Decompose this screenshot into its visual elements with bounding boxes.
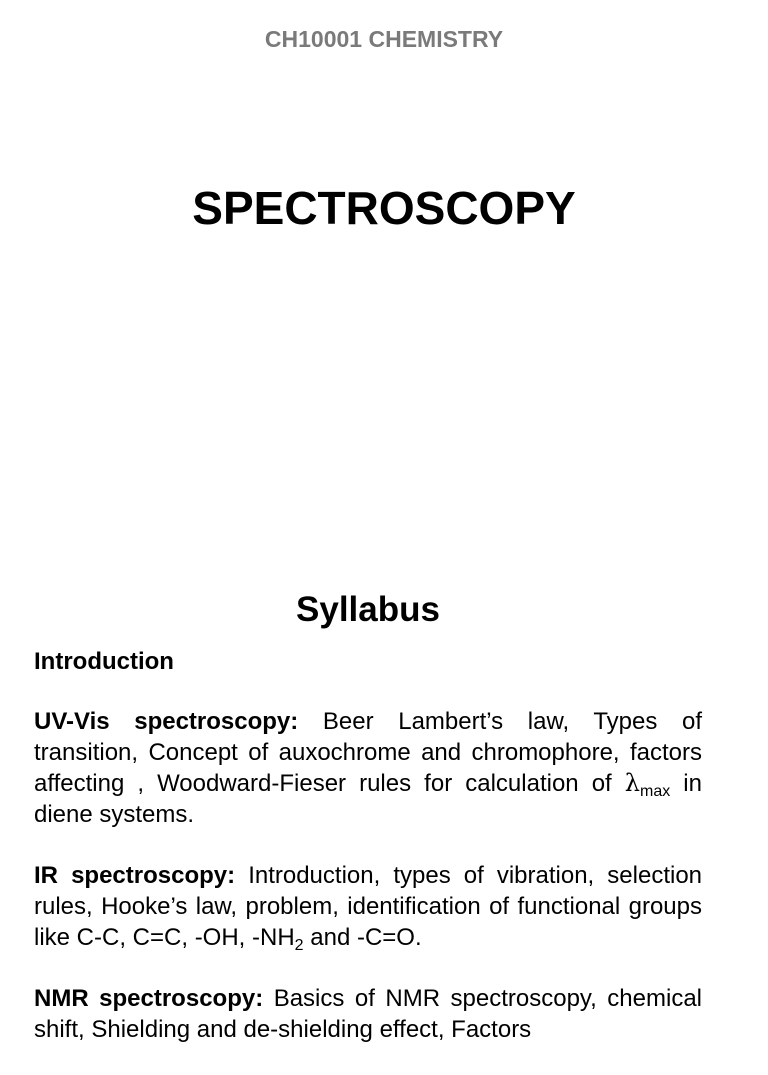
uvvis-text: Beer Lambert’s law, Types of transition, Concept of auxochrome and chromophore, factors affecting , Woodward-Fieser rules for calculation of — [34, 708, 702, 797]
uvvis-tail: in diene systems. — [34, 770, 702, 828]
introduction-paragraph — [34, 646, 702, 677]
nmr-label: NMR spectroscopy: — [34, 985, 264, 1012]
page-title: SPECTROSCOPY — [192, 182, 576, 234]
ir-tail: and -C=O. — [303, 924, 422, 951]
lambda-subscript: max — [640, 783, 671, 800]
syllabus-heading: Syllabus — [296, 590, 440, 629]
uvvis-label: UV-Vis spectroscopy: — [34, 708, 299, 735]
ir-label: IR spectroscopy: — [34, 862, 236, 889]
nmr-paragraph — [34, 983, 702, 1045]
lambda-symbol: λ — [624, 769, 641, 797]
nmr-text: Basics of NMR spectroscopy, chemical shift, Shielding and de-shielding effect, Factors — [34, 985, 703, 1043]
syllabus-content — [34, 646, 702, 1075]
introduction-label: Introduction — [34, 648, 174, 675]
course-code-header: CH10001 CHEMISTRY — [264, 26, 504, 52]
ir-text: Introduction, types of vibration, selection rules, Hooke’s law, problem, identification of functional groups like C-C, C=C, -OH, -NH — [34, 862, 703, 951]
ir-paragraph — [34, 860, 702, 953]
nh2-subscript: 2 — [294, 937, 304, 954]
uvvis-paragraph — [34, 706, 702, 830]
